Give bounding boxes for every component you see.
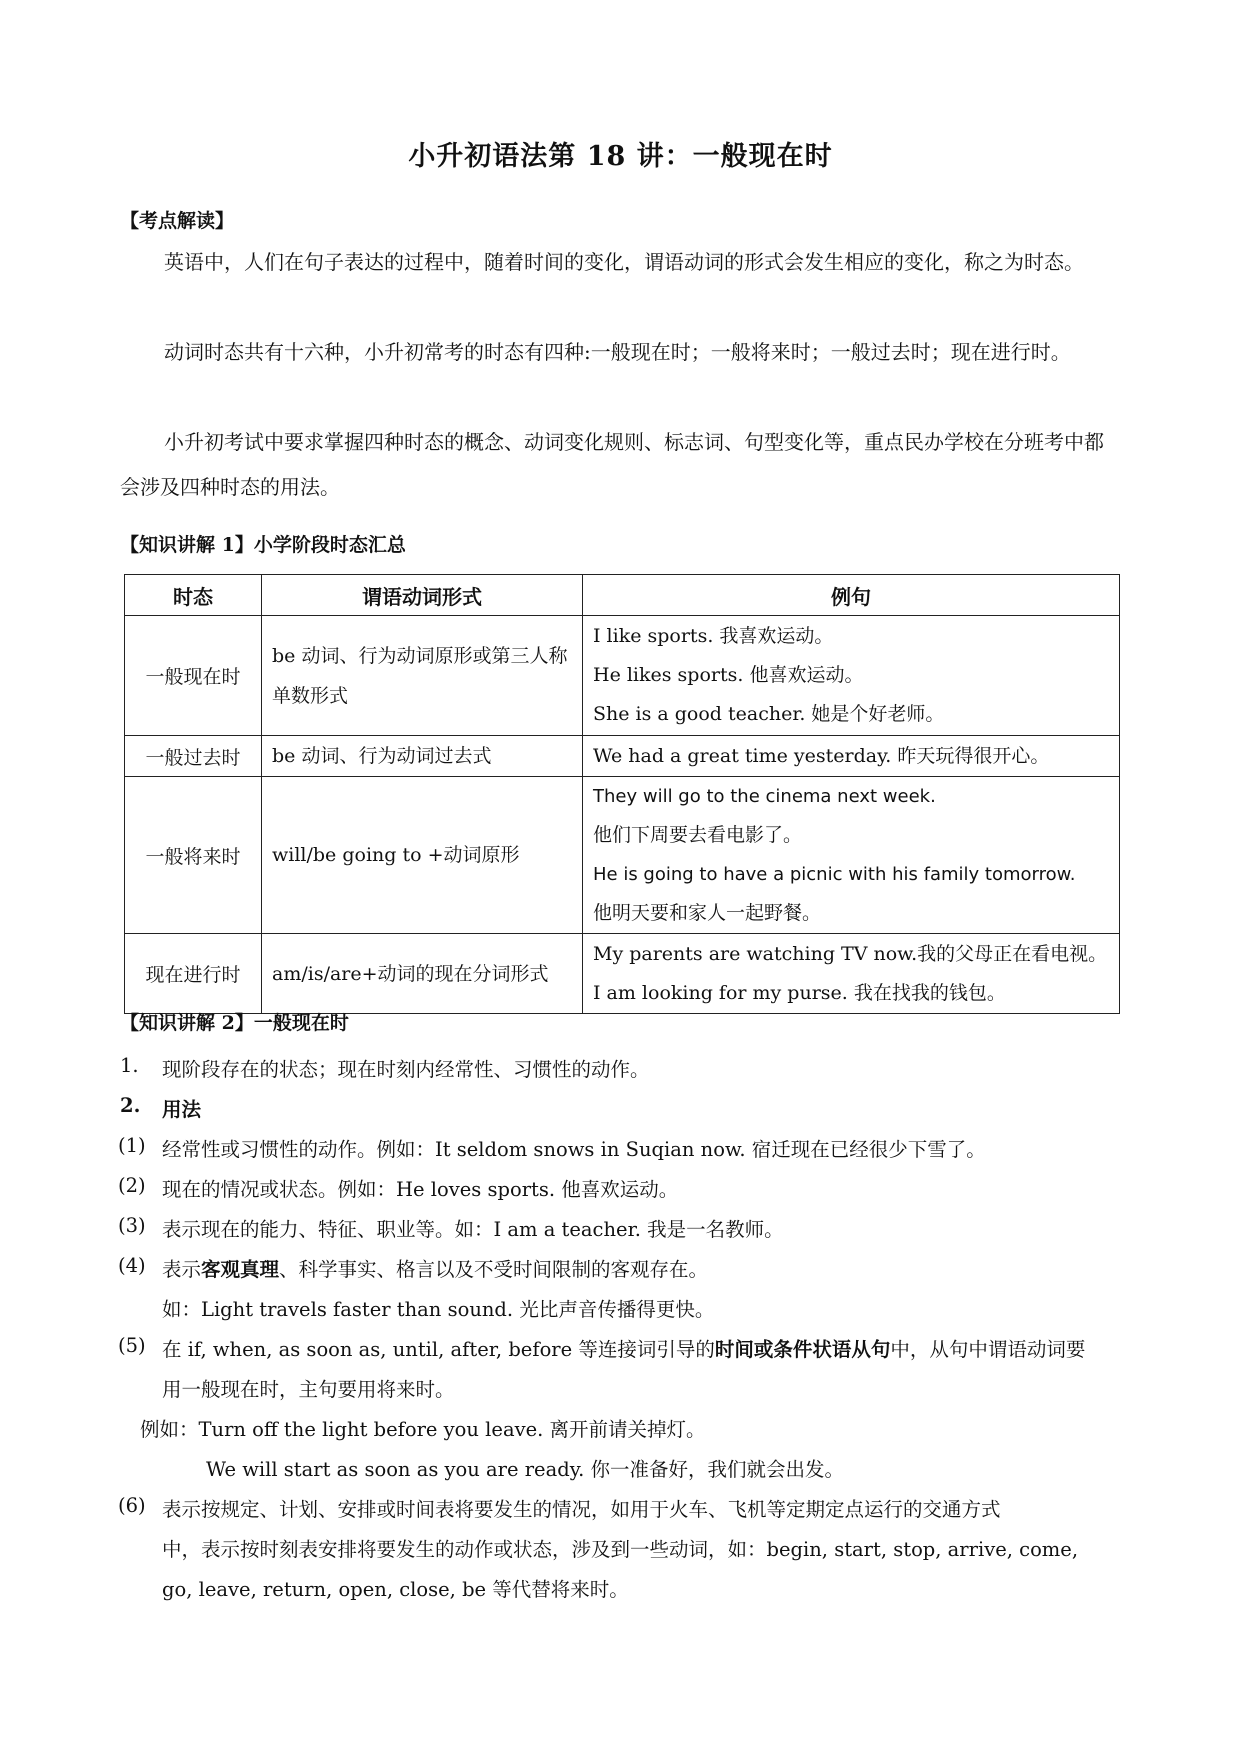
tense-cell: 一般现在时 (125, 616, 262, 736)
example-sentence: I am looking for my purse. 我在找我的钱包。 (593, 981, 1006, 1004)
usage-item-continued: 中，表示按时刻表安排将要发生的动作或状态，涉及到一些动词，如：begin, start, stop, arrive, come, (162, 1538, 1079, 1561)
usage-item-continued: 用一般现在时，主句要用将来时。 (162, 1378, 455, 1401)
usage-number: (1) (118, 1134, 146, 1157)
usage-number: (2) (118, 1174, 146, 1197)
section-heading-tense-summary: 【知识讲解 1】小学阶段时态汇总 (120, 534, 406, 556)
usage-number: (6) (118, 1494, 146, 1517)
example-sentence: They will go to the cinema next week. (593, 786, 936, 807)
usage-item: 经常性或习惯性的动作。例如：It seldom snows in Suqian now. 宿迁现在已经很少下雪了。 (162, 1138, 986, 1161)
table-row (125, 616, 1120, 736)
item-definition: 现阶段存在的状态；现在时刻内经常性、习惯性的动作。 (162, 1058, 650, 1081)
examples-cell (583, 736, 1120, 777)
example-sentence: He likes sports. 他喜欢运动。 (593, 664, 864, 686)
tense-summary-table (124, 574, 1120, 1014)
usage-number: (5) (118, 1334, 146, 1357)
example-sentence: She is a good teacher. 她是个好老师。 (593, 703, 945, 725)
example-sentence: 他们下周要去看电影了。 (593, 824, 803, 846)
examples-cell (583, 616, 1120, 736)
usage-item: 现在的情况或状态。例如：He loves sports. 他喜欢运动。 (162, 1178, 679, 1201)
section-heading-simple-present: 【知识讲解 2】一般现在时 (120, 1012, 349, 1034)
section-heading-key-points: 【考点解读】 (120, 210, 235, 232)
example-sentence: My parents are watching TV now.我的父母正在看电视。 (593, 942, 1108, 965)
key-term: 时间或条件状语从句 (714, 1338, 891, 1361)
item-number: 2. (120, 1094, 141, 1117)
example-sentence: I like sports. 我喜欢运动。 (593, 625, 834, 647)
usage-item: 表示按规定、计划、安排或时间表将要发生的情况，如用于火车、飞机等定期定点运行的交通方式 (162, 1498, 1001, 1521)
table-header-row (125, 575, 1120, 616)
usage-text: 、科学事实、格言以及不受时间限制的客观存在。 (279, 1258, 709, 1281)
tense-cell: 一般过去时 (125, 736, 262, 777)
item-number: 1. (120, 1054, 139, 1077)
table-header: 时态 (125, 575, 262, 616)
form-cell: will/be going to +动词原形 (262, 777, 583, 934)
table-row (125, 934, 1120, 1014)
usage-example: 如：Light travels faster than sound. 光比声音传播得更快。 (162, 1298, 715, 1321)
tense-cell: 现在进行时 (125, 934, 262, 1014)
usage-text: 在 if, when, as soon as, until, after, before 等连接词引导的 (162, 1338, 715, 1361)
page-title: 小升初语法第 18 讲：一般现在时 (408, 141, 833, 172)
table-row (125, 736, 1120, 777)
table-header: 例句 (583, 575, 1120, 616)
paragraph-intro: 英语中，人们在句子表达的过程中，随着时间的变化，谓语动词的形式会发生相应的变化，称之为时态。 (164, 250, 1084, 274)
examples-cell (583, 934, 1120, 1014)
usage-heading: 用法 (162, 1098, 202, 1121)
usage-number: (3) (118, 1214, 146, 1237)
usage-item-continued: go, leave, return, open, close, be 等代替将来时。 (162, 1578, 629, 1601)
usage-example: 例如：Turn off the light before you leave. 离开前请关掉灯。 (140, 1418, 706, 1441)
example-sentence: 他明天要和家人一起野餐。 (593, 902, 822, 924)
key-term: 客观真理 (201, 1258, 280, 1281)
paragraph-tense-count: 动词时态共有十六种，小升初常考的时态有四种:一般现在时；一般将来时；一般过去时；现在进行时。 (164, 340, 1071, 364)
usage-item (162, 1254, 708, 1282)
example-sentence: He is going to have a picnic with his family tomorrow. (593, 864, 1076, 885)
examples-cell (583, 777, 1120, 934)
usage-item (162, 1334, 1085, 1362)
paragraph-exam-requirements: 小升初考试中要求掌握四种时态的概念、动词变化规则、标志词、句型变化等，重点民办学校在分班考中都会涉及四种时态的用法。 (120, 430, 1104, 499)
usage-number: (4) (118, 1254, 146, 1277)
form-cell: be 动词、行为动词过去式 (262, 736, 583, 777)
form-cell: be 动词、行为动词原形或第三人称单数形式 (262, 616, 583, 736)
example-sentence: We had a great time yesterday. 昨天玩得很开心。 (593, 744, 1050, 767)
table-row (125, 777, 1120, 934)
usage-text: 表示 (162, 1258, 202, 1281)
tense-cell: 一般将来时 (125, 777, 262, 934)
usage-example: We will start as soon as you are ready. 你一准备好，我们就会出发。 (206, 1458, 845, 1481)
usage-item: 表示现在的能力、特征、职业等。如：I am a teacher. 我是一名教师。 (162, 1218, 784, 1241)
table-header: 谓语动词形式 (262, 575, 583, 616)
usage-text: 中，从句中谓语动词要 (890, 1338, 1086, 1361)
form-cell: am/is/are+动词的现在分词形式 (262, 934, 583, 1014)
